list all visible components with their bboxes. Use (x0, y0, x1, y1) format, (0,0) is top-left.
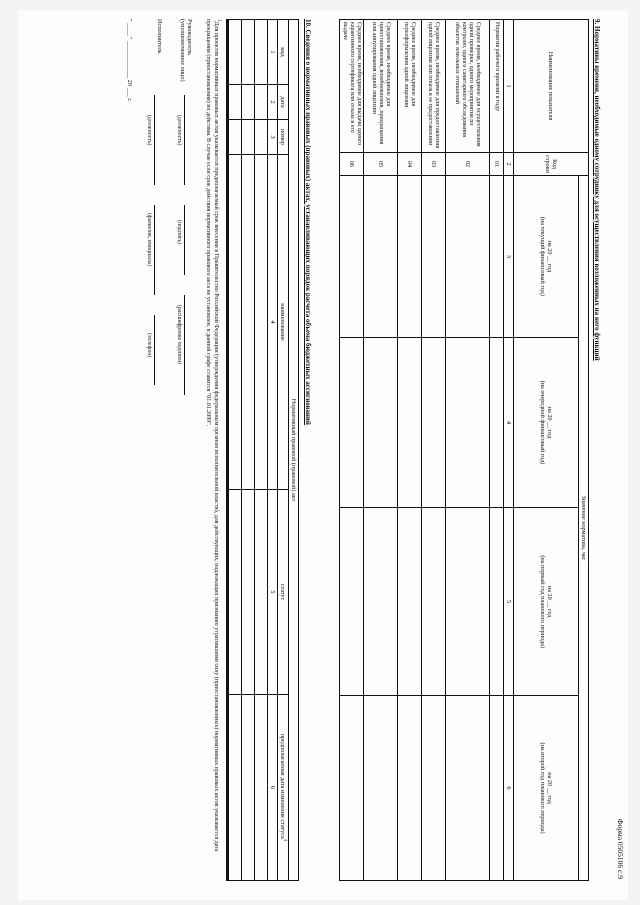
data-cell[interactable] (227, 695, 241, 881)
data-cell[interactable] (254, 120, 267, 155)
data-cell[interactable] (241, 155, 254, 490)
data-cell[interactable] (227, 155, 241, 490)
section9-title: 9. Нормативы времени, необходимые одному сотруднику для осуществления возложенных на него функций (593, 19, 601, 361)
col-status-change-date: предполагаемая дата изменения статуса$^1$ (277, 695, 288, 881)
executor-name-line[interactable] (154, 205, 155, 295)
value-cell[interactable] (489, 176, 503, 338)
num-cell: 1 (503, 20, 513, 153)
legal-act-group-header: Нормативный правовой (правовой) акт (288, 20, 298, 881)
footnote: $^1$Для проектов нормативных правовых актов указывается предполагаемый срок внесения в Правительство Российской Федерации (утверждения федеральным органом исполнительной власти), для действующих, подлежащих признанию утратившими силу (приостановленных) нормативных правовых актов указывается дата прекращения (приостановления) их действия. В случае если срок действия нормативного правового акта не установлен, в данной графе ставится "01.01.2099". (205, 19, 221, 852)
value-cell[interactable] (363, 696, 397, 881)
value-cell[interactable] (445, 176, 489, 338)
num-cell: 1 (267, 20, 277, 85)
row-name: Среднее время, необходимое для предоставления одной лицензии или отказа в ее предоставлении (421, 20, 445, 153)
num-cell: 5 (503, 508, 513, 696)
value-cell[interactable] (421, 176, 445, 338)
data-cell[interactable] (254, 695, 267, 881)
section10-title: 10. Сведения о нормативных правовых (правовых) актах, устанавливающих порядок расчета объема бюджетных ассигнований (304, 19, 312, 425)
num-cell: 4 (503, 337, 513, 507)
norms-table (339, 19, 589, 881)
rotated-form (35, 15, 625, 885)
table-row (227, 20, 241, 881)
col-plan-year1: на 20 __ год (на первый год планового периода) (513, 508, 578, 696)
head-label: Руководитель (уполномоченное лицо) (179, 19, 193, 82)
data-cell[interactable] (254, 20, 267, 85)
num-cell: 4 (267, 155, 277, 490)
row-name: Среднее время, необходимое для выдачи одного карантинного сертификата или отказа в его выдаче (339, 20, 363, 153)
value-cell[interactable] (363, 337, 397, 507)
row-code: 06 (339, 153, 363, 176)
row-name: Норматив рабочего времени в году (489, 20, 503, 153)
row-name: Среднее время, необходимое для осуществления одной проверки, одного мероприятия по контролю, одного санитарного обследования объектов земельных отношений (445, 20, 489, 153)
value-cell[interactable] (489, 696, 503, 881)
form-id: Форма 0505106 с.9 (616, 818, 625, 879)
head-signature-line[interactable] (184, 205, 185, 275)
value-cell[interactable] (421, 696, 445, 881)
table-row (254, 20, 267, 881)
executor-phone-line[interactable] (154, 315, 155, 385)
data-cell[interactable] (241, 20, 254, 85)
data-cell[interactable] (227, 20, 241, 85)
value-cell[interactable] (397, 696, 421, 881)
row-code: 02 (445, 153, 489, 176)
value-cell[interactable] (397, 508, 421, 696)
table-row (363, 20, 397, 881)
data-cell[interactable] (227, 85, 241, 120)
value-cell[interactable] (339, 696, 363, 881)
data-cell[interactable] (254, 490, 267, 695)
table-row (489, 20, 503, 881)
data-cell[interactable] (254, 85, 267, 120)
num-cell: 6 (503, 696, 513, 881)
table-row (445, 20, 489, 881)
data-cell[interactable] (241, 120, 254, 155)
value-cell[interactable] (421, 508, 445, 696)
head-decoding-caption: (расшифровка подписи) (176, 305, 182, 365)
footnote-ref: 1 (281, 838, 288, 842)
value-cell[interactable] (445, 696, 489, 881)
row-code: 05 (363, 153, 397, 176)
col-status: статус (277, 490, 288, 695)
value-cell[interactable] (397, 337, 421, 507)
value-cell[interactable] (445, 337, 489, 507)
value-cell[interactable] (363, 176, 397, 338)
value-cell[interactable] (339, 176, 363, 338)
col-number: номер (277, 120, 288, 155)
head-position-line[interactable] (184, 95, 185, 185)
value-cell[interactable] (445, 508, 489, 696)
head-signature-caption: (подпись) (176, 220, 182, 245)
row-code: 03 (421, 153, 445, 176)
num-cell: 6 (267, 695, 277, 881)
executor-label: Исполнитель (156, 19, 163, 54)
legal-acts-table (226, 19, 299, 881)
values-group-header: Значение норматива, час (578, 176, 588, 881)
col-next-year: на 20 __ год (на очередной финансовый год) (513, 337, 578, 507)
value-cell[interactable] (339, 337, 363, 507)
executor-name-caption: (фамилия, инициалы) (146, 213, 152, 267)
num-cell: 2 (267, 85, 277, 120)
row-name: Среднее время, необходимое для приостановления, возобновления, прекращения или аннулирования одной лицензии (363, 20, 397, 153)
date-field[interactable]: " ____ " ____________ 20 ___ г. (126, 19, 133, 102)
table-row (421, 20, 445, 881)
data-cell[interactable] (241, 695, 254, 881)
value-cell[interactable] (363, 508, 397, 696)
executor-position-line[interactable] (154, 95, 155, 185)
value-cell[interactable] (489, 508, 503, 696)
col-current-year: на 20 __ год (на текущий финансовый год) (513, 176, 578, 338)
table-row (397, 20, 421, 881)
table-row (339, 20, 363, 881)
head-decoding-line[interactable] (184, 295, 185, 395)
col-code-header: Код строки (513, 153, 588, 176)
data-cell[interactable] (241, 85, 254, 120)
row-code: 04 (397, 153, 421, 176)
data-cell[interactable] (227, 490, 241, 695)
num-cell: 3 (267, 120, 277, 155)
col-plan-year2: на 20 __ год (на второй год планового периода) (513, 696, 578, 881)
col-kind: вид (277, 20, 288, 85)
executor-position-caption: (должность) (146, 115, 152, 146)
value-cell[interactable] (421, 337, 445, 507)
data-cell[interactable] (241, 490, 254, 695)
col-title: наименование (277, 155, 288, 490)
head-position-caption: (должность) (176, 115, 182, 146)
value-cell[interactable] (339, 508, 363, 696)
row-name: Среднее время, необходимое для переоформления одной лицензии (397, 20, 421, 153)
value-cell[interactable] (489, 337, 503, 507)
value-cell[interactable] (397, 176, 421, 338)
executor-phone-caption: (телефон) (146, 333, 152, 358)
col-name-header: Наименование показателя (513, 20, 588, 153)
data-cell[interactable] (254, 155, 267, 490)
num-cell: 3 (503, 176, 513, 338)
num-cell: 2 (503, 153, 513, 176)
col-date: дата (277, 85, 288, 120)
row-code: 01 (489, 153, 503, 176)
table-row (241, 20, 254, 881)
data-cell[interactable] (227, 120, 241, 155)
num-cell: 5 (267, 490, 277, 695)
